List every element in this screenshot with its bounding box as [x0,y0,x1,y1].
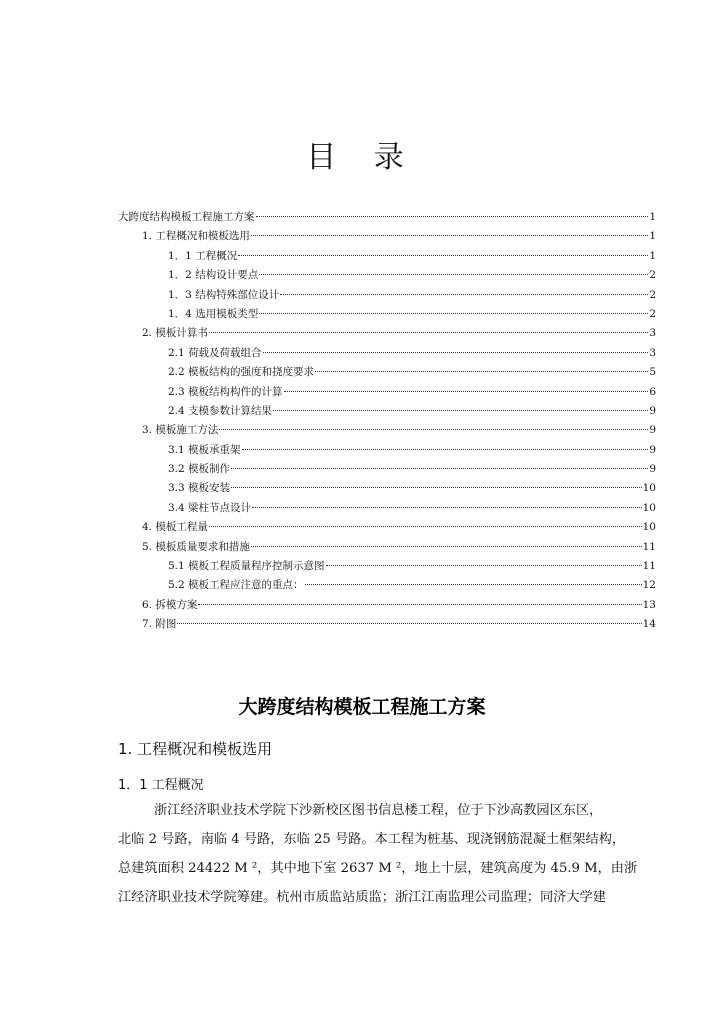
toc-entry-label: 大跨度结构模板工程施工方案 [118,211,255,223]
document-title: 大跨度结构模板工程施工方案 [238,696,486,718]
toc-entry[interactable] [118,576,656,595]
toc-entry-page: 1 [649,249,656,262]
toc-entry-page: 10 [642,482,656,495]
toc-entry-page: 5 [649,366,656,379]
toc-entry-label: 3.3 模板安装 [168,482,231,495]
toc-entry[interactable] [118,383,656,402]
toc-dot-leader [326,565,642,566]
toc-dot-leader [273,410,648,411]
toc-entry[interactable] [118,247,656,266]
toc-entry-label: 6. 拆模方案 [142,598,198,611]
table-of-contents [118,208,656,635]
toc-entry-label: 4. 模板工程量 [142,521,208,534]
toc-entry-label: 1．2 结构设计要点 [168,269,259,282]
toc-entry-label: 3. 模板施工方法 [142,424,219,437]
toc-entry[interactable] [118,363,656,382]
toc-entry-label: 5.1 模板工程质量程序控制示意图 [168,560,325,573]
toc-entry-label: 1．3 结构特殊部位设计 [168,288,280,301]
toc-dot-leader [231,487,642,488]
toc-entry[interactable] [118,324,656,343]
toc-entry-page: 14 [642,618,656,631]
toc-dot-leader [280,294,648,295]
toc-dot-leader [209,526,642,527]
toc-entry-page: 2 [649,307,656,320]
toc-entry[interactable] [118,208,656,227]
toc-dot-leader [259,313,648,314]
toc-dot-leader [198,604,641,605]
toc-dot-leader [315,371,648,372]
toc-dot-leader [305,584,642,585]
toc-dot-leader [177,623,641,624]
toc-dot-leader [259,274,648,275]
toc-entry-page: 10 [642,501,656,514]
section-1-heading: 1. 工程概况和模板选用 [118,740,273,758]
toc-entry-page: 6 [649,385,656,398]
toc-entry[interactable] [118,227,656,246]
toc-entry-page: 3 [649,346,656,359]
toc-entry-label: 3.4 梁柱节点设计 [168,501,252,514]
toc-entry-page: 1 [649,230,656,243]
toc-dot-leader [252,507,642,508]
toc-entry[interactable] [118,441,656,460]
toc-entry[interactable] [118,460,656,479]
toc-entry-label: 5.2 模板工程应注意的重点： [168,579,304,592]
toc-entry-page: 10 [642,521,656,534]
toc-entry-page: 9 [649,443,656,456]
toc-entry[interactable] [118,344,656,363]
toc-dot-leader [238,255,648,256]
paragraph-line: 北临 2 号路，南临 4 号路，东临 25 号路。本工程为桩基、现浇钢筋混凝土框架结构， [118,832,626,847]
toc-dot-leader [251,235,648,236]
paragraph-line: 江经济职业技术学院筹建。杭州市质监站质监；浙江江南监理公司监理；同济大学建 [118,890,606,905]
toc-entry-page: 11 [642,540,656,553]
toc-dot-leader [242,449,649,450]
toc-dot-leader [251,546,642,547]
toc-entry[interactable] [118,479,656,498]
toc-entry-page: 12 [642,579,656,592]
toc-entry-label: 2. 模板计算书 [142,327,208,340]
toc-entry-page: 9 [649,404,656,417]
toc-entry[interactable] [118,596,656,615]
toc-entry-page: 11 [642,560,656,573]
paragraph-line: 浙江经济职业技术学院下沙新校区图书信息楼工程，位于下沙高教园区东区， [154,803,603,818]
toc-entry-label: 2.3 模板结构构件的计算 [168,385,283,398]
toc-entry[interactable] [118,615,656,634]
toc-entry[interactable] [118,518,656,537]
toc-dot-leader [256,216,649,217]
toc-entry[interactable] [118,402,656,421]
toc-entry-page: 3 [649,327,656,340]
overview-paragraph [118,796,658,912]
paragraph-line: 总建筑面积 24422 M ²，其中地下室 2637 M ²，地上十层，建筑高度为 45.9 M，由浙 [118,861,638,876]
toc-entry-label: 1．4 选用模板类型 [168,307,259,320]
toc-dot-leader [209,332,648,333]
toc-entry[interactable] [118,557,656,576]
toc-dot-leader [231,468,648,469]
toc-entry-label: 2.2 模板结构的强度和挠度要求 [168,366,315,379]
toc-entry-page: 9 [649,463,656,476]
toc-dot-leader [219,429,648,430]
toc-entry-label: 3.2 模板制作 [168,463,231,476]
toc-entry-page: 2 [649,288,656,301]
toc-entry-label: 2.1 荷载及荷载组合 [168,346,262,359]
toc-entry-page: 9 [649,424,656,437]
toc-dot-leader [263,352,649,353]
toc-entry-label: 1. 工程概况和模板选用 [142,230,250,243]
toc-entry[interactable] [118,305,656,324]
toc-entry-label: 7. 附图 [142,618,177,631]
toc-entry[interactable] [118,266,656,285]
toc-entry-label: 1．1 工程概况 [168,249,238,262]
toc-entry-label: 5. 模板质量要求和措施 [142,540,250,553]
toc-entry-page: 2 [649,269,656,282]
toc-entry-page: 1 [649,211,656,223]
section-1-1-heading: 1．1 工程概况 [118,778,204,793]
toc-entry[interactable] [118,538,656,557]
toc-entry-page: 13 [642,598,656,611]
toc-entry[interactable] [118,286,656,305]
toc-dot-leader [284,391,649,392]
toc-entry[interactable] [118,499,656,518]
toc-entry-label: 2.4 支模参数计算结果 [168,404,273,417]
toc-title: 目 录 [306,140,418,175]
toc-entry[interactable] [118,421,656,440]
toc-entry-label: 3.1 模板承重架 [168,443,241,456]
